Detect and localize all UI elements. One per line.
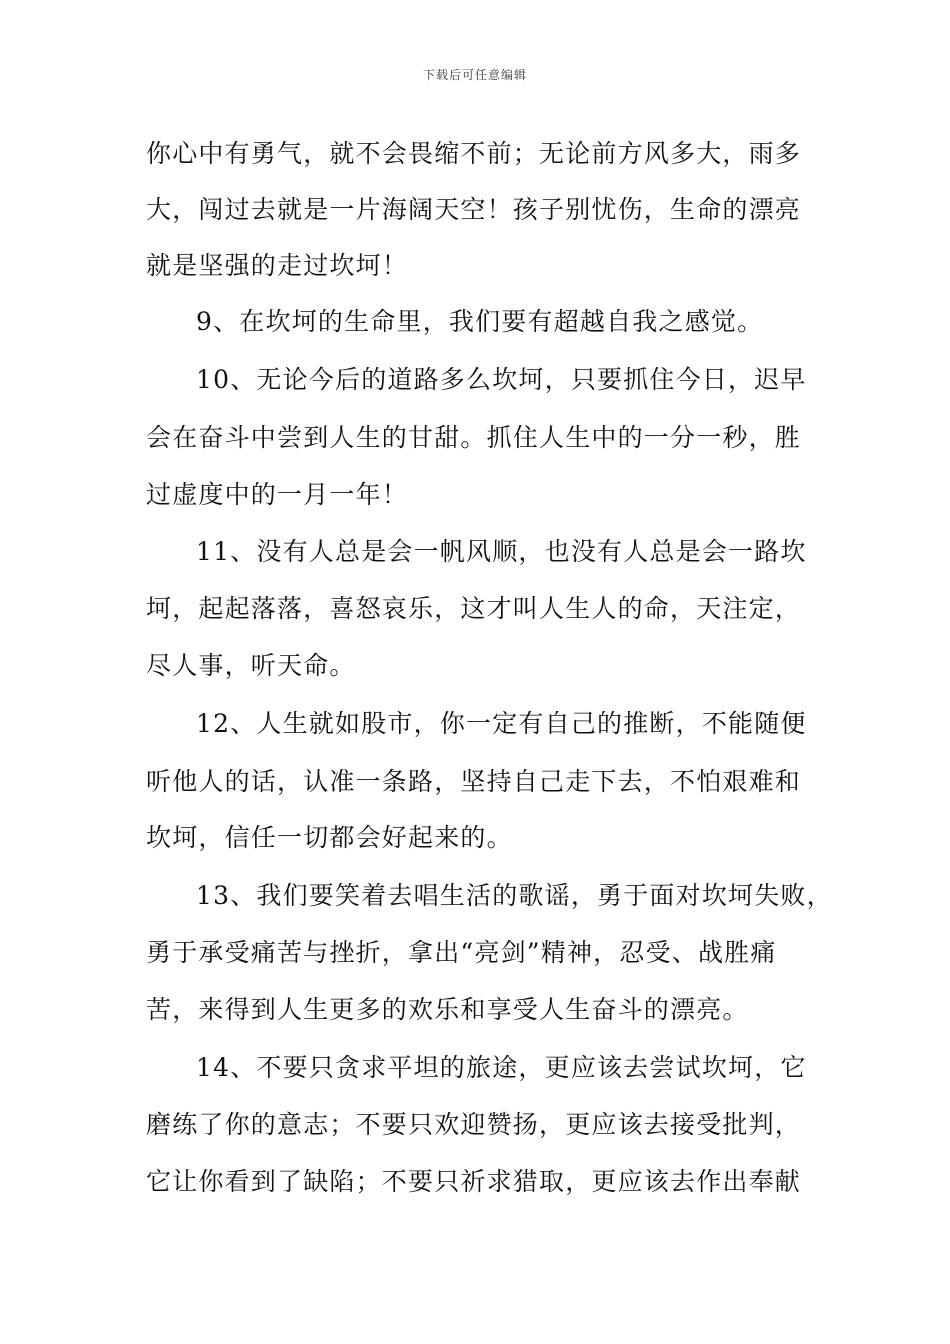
text-line: 磨练了你的意志；不要只欢迎赞扬，更应该去接受批判，	[146, 1110, 802, 1139]
text-line: 勇于承受痛苦与挫折，拿出“亮剑”精神，忍受、战胜痛	[146, 938, 777, 967]
text-line: 过虚度中的一月一年！	[146, 480, 409, 509]
text-line: 大，闯过去就是一片海阔天空！孩子别忧伤，生命的漂亮	[146, 195, 802, 224]
paragraph-9-line: 9、在坎坷的生命里，我们要有超越自我之感觉。	[196, 307, 764, 336]
text-line: 尽人事，听天命。	[146, 651, 356, 680]
text-line: 苦，来得到人生更多的欢乐和享受人生奋斗的漂亮。	[146, 995, 749, 1024]
text-line: 就是坚强的走过坎坷！	[146, 251, 409, 280]
text-line: 它让你看到了缺陷；不要只祈求猎取，更应该去作出奉献	[146, 1167, 802, 1196]
text-line: 听他人的话，认准一条路，坚持自己走下去，不怕艰难和	[146, 767, 802, 796]
page-header: 下载后可任意编辑	[422, 68, 527, 82]
paragraph-10-line: 10、无论今后的道路多么坎坷，只要抓住今日，迟早	[196, 365, 807, 394]
text-line: 坎坷，信任一切都会好起来的。	[146, 823, 513, 852]
paragraph-14-line: 14、不要只贪求平坦的旅途，更应该去尝试坎坷，它	[196, 1053, 807, 1082]
paragraph-13-line: 13、我们要笑着去唱生活的歌谣，勇于面对坎坷失败，	[196, 881, 833, 910]
text-line: 你心中有勇气，就不会畏缩不前；无论前方风多大，雨多	[146, 139, 802, 168]
text-line: 坷，起起落落，喜怒哀乐，这才叫人生人的命，天注定，	[146, 594, 802, 623]
text-line: 会在奋斗中尝到人生的甘甜。抓住人生中的一分一秒，胜	[146, 423, 802, 452]
paragraph-12-line: 12、人生就如股市，你一定有自己的推断，不能随便	[196, 709, 807, 738]
paragraph-11-line: 11、没有人总是会一帆风顺，也没有人总是会一路坎	[196, 537, 807, 566]
